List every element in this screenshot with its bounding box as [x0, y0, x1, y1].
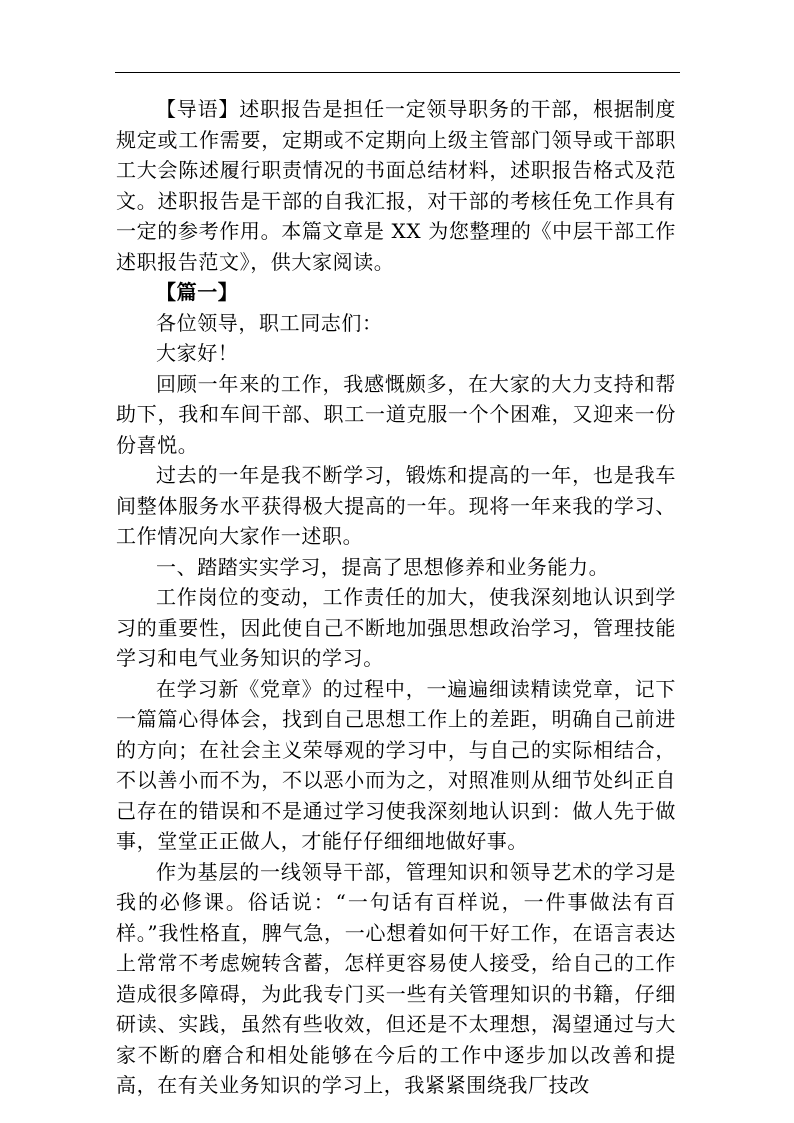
- salutation: 各位领导，职工同志们：: [156, 310, 383, 335]
- greeting: 大家好！: [156, 341, 239, 365]
- section-heading: 【篇一】: [156, 280, 239, 304]
- paragraph-job-change: 工作岗位的变动，工作责任的加大，使我深刻地认识到学习的重要性，因此使自己不断地加强思想政治学习，管理技能学习和电气业务知识的学习。: [116, 585, 676, 670]
- heading-one: 一、踏踏实实学习，提高了思想修养和业务能力。: [156, 554, 610, 579]
- document-body: [116, 94, 676, 1101]
- paragraph-party-constitution: 在学习新《党章》的过程中，一遍遍细读精读党章，记下一篇篇心得体会，找到自己思想工作上的差距，明确自己前进的方向；在社会主义荣辱观的学习中，与自己的实际相结合，不以善小而不为，不以恶小而为之，对照准则从细节处纠正自己存在的错误和不是通过学习使我深刻地认识到：做人先于做事，堂堂正正做人，才能仔仔细细地做好事。: [116, 676, 676, 853]
- paragraph-management: 作为基层的一线领导干部，管理知识和领导艺术的学习是我的必修课。俗话说：“一句话有百样说，一件事做法有百样。”我性格直，脾气急，一心想着如何干好工作，在语言表达上常常不考虑婉转含蓄，怎样更容易使人接受，给自己的工作造成很多障碍，为此我专门买一些有关管理知识的书籍，仔细研读、实践，虽然有些收效，但还是不太理想，渴望通过与大家不断的磨合和相处能够在今后的工作中逐步加以改善和提高，在有关业务知识的学习上，我紧紧围绕我厂技改: [116, 859, 676, 1097]
- paragraph-past-year: 过去的一年是我不断学习，锻炼和提高的一年，也是我车间整体服务水平获得极大提高的一年。现将一年来我的学习、工作情况向大家作一述职。: [116, 463, 676, 548]
- paragraph-review: 回顾一年来的工作，我感慨颇多，在大家的大力支持和帮助下，我和车间干部、职工一道克服一个个困难，又迎来一份份喜悦。: [116, 371, 676, 457]
- header-rule: [115, 72, 680, 73]
- intro-paragraph: 【导语】述职报告是担任一定领导职务的干部，根据制度规定或工作需要，定期或不定期向上级主管部门领导或干部职工大会陈述履行职责情况的书面总结材料，述职报告格式及范文。述职报告是干部的自我汇报，对干部的考核任免工作具有一定的参考作用。本篇文章是 XX 为您整理的《中层干部工作述职报告范文》，供大家阅读。: [116, 97, 676, 274]
